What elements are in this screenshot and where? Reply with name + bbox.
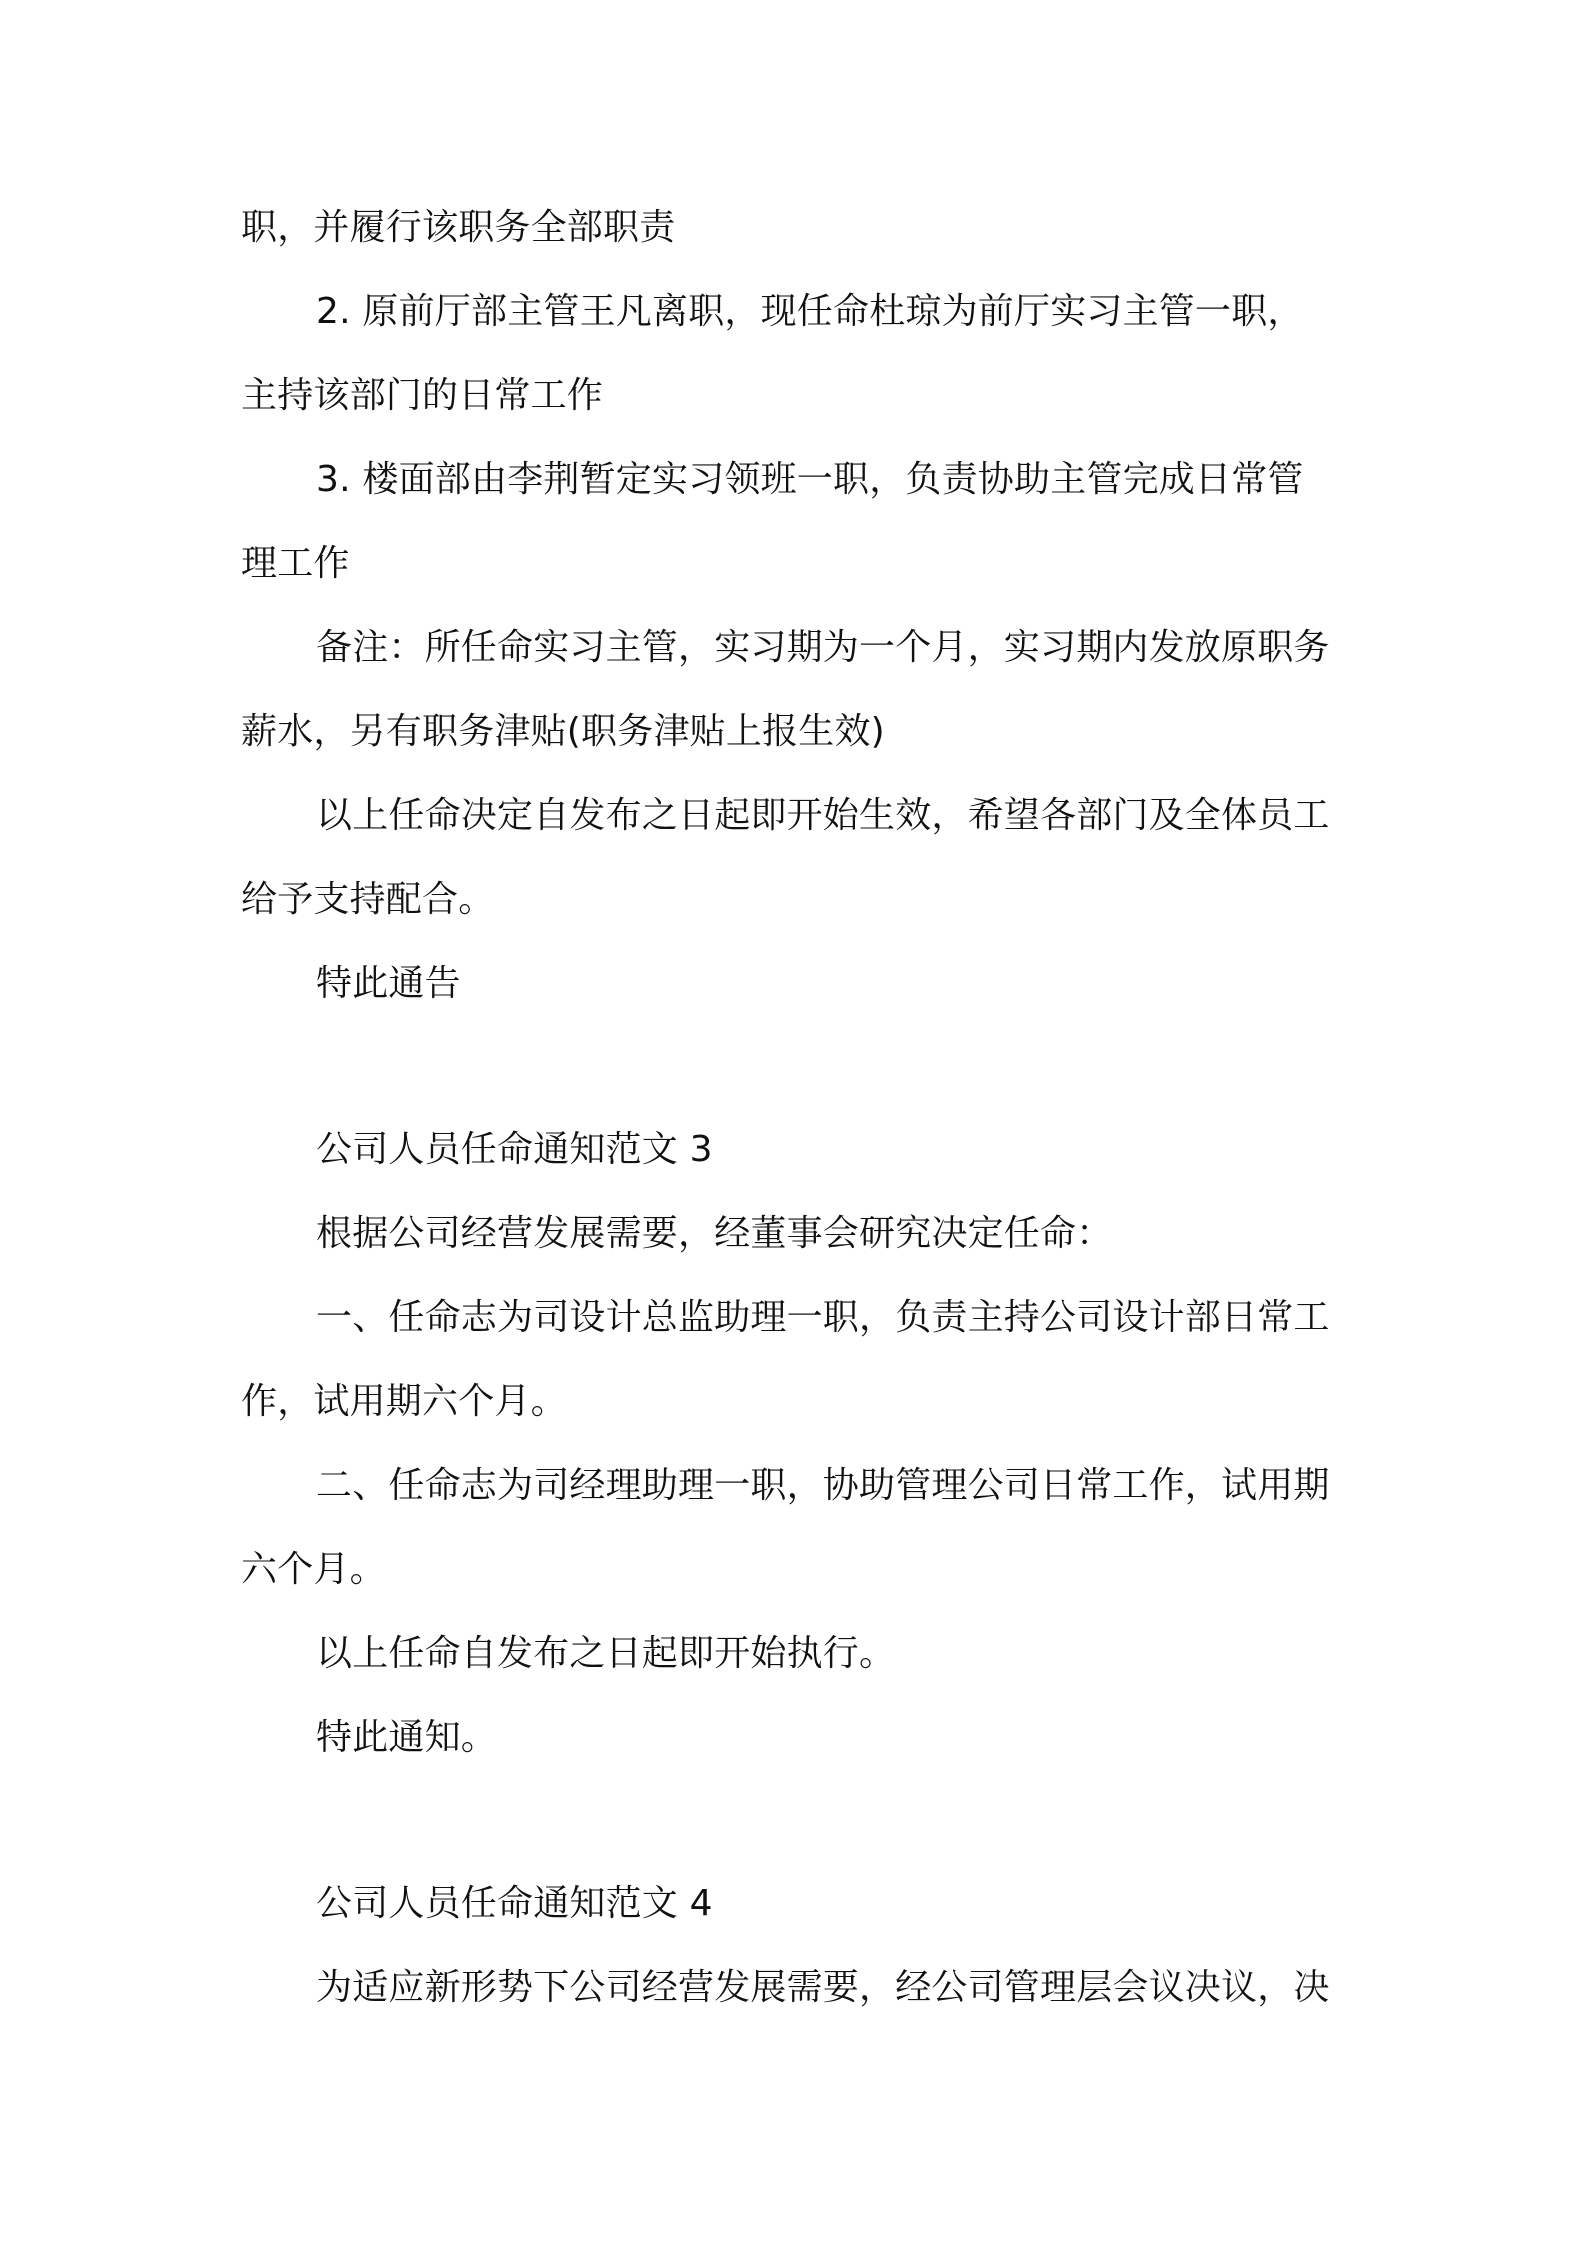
text-line: 作，试用期六个月。 <box>241 1381 567 1422</box>
text-line: 2. 原前厅部主管王凡离职，现任命杜琼为前厅实习主管一职， <box>316 291 1304 332</box>
text-line: 为适应新形势下公司经营发展需要，经公司管理层会议决议，决 <box>316 1967 1330 2008</box>
section-heading: 公司人员任命通知范文 3 <box>316 1129 713 1170</box>
text-line: 以上任命决定自发布之日起即开始生效，希望各部门及全体员工 <box>316 795 1330 836</box>
text-line: 六个月。 <box>241 1549 386 1590</box>
text-line: 特此通告 <box>316 963 461 1004</box>
text-line: 给予支持配合。 <box>241 879 495 920</box>
text-line: 职，并履行该职务全部职责 <box>241 207 676 248</box>
text-line: 3. 楼面部由李荆暂定实习领班一职，负责协助主管完成日常管 <box>316 459 1304 500</box>
text-line: 备注：所任命实习主管，实习期为一个月，实习期内发放原职务 <box>316 627 1330 668</box>
text-line: 根据公司经营发展需要，经董事会研究决定任命： <box>316 1213 1113 1254</box>
text-line: 主持该部门的日常工作 <box>241 375 604 416</box>
text-line: 薪水，另有职务津贴(职务津贴上报生效) <box>241 711 885 752</box>
text-line: 二、任命志为司经理助理一职，协助管理公司日常工作，试用期 <box>316 1465 1330 1506</box>
section-heading: 公司人员任命通知范文 4 <box>316 1883 713 1924</box>
text-line: 特此通知。 <box>316 1717 498 1758</box>
text-line: 以上任命自发布之日起即开始执行。 <box>316 1633 896 1674</box>
text-line: 一、任命志为司设计总监助理一职，负责主持公司设计部日常工 <box>316 1297 1330 1338</box>
text-line: 理工作 <box>241 543 350 584</box>
